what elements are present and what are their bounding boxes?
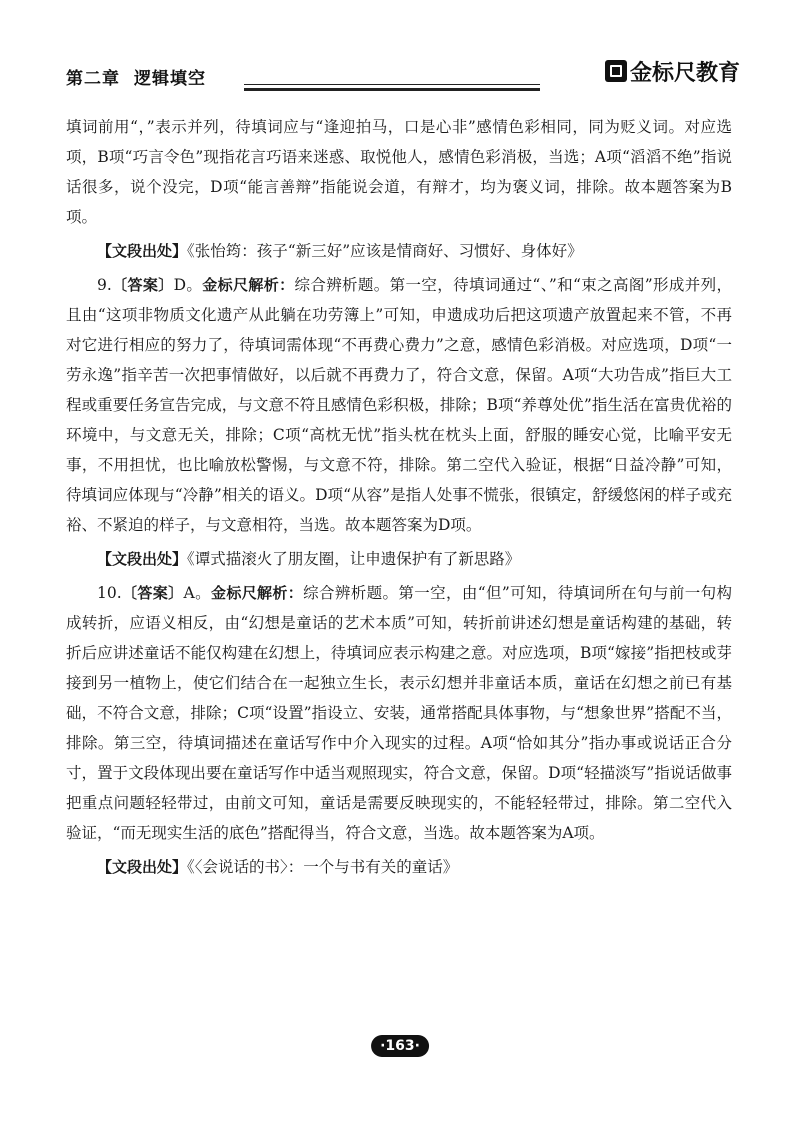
brand — [605, 58, 740, 84]
brand-logo-icon — [605, 60, 627, 82]
chapter-heading — [66, 64, 220, 89]
analysis-label: 金标尺解析： — [210, 584, 304, 602]
paragraph-text: 填词前用“，”表示并列，待填词应与“逢迎拍马，口是心非”感情色彩相同，同为贬义词。对应选项，B项“巧言令色”现指花言巧语来迷惑、取悦他人，感情色彩消极，当选；A项“滔滔不绝”指说话很多，说个没完，D项“能言善辩”指能说会道，有辩才，均为褒义词，排除。故本题答案为B项。 — [66, 118, 732, 226]
source-label: 【文段出处】 — [97, 550, 188, 568]
header-rule — [244, 84, 540, 85]
source-text: 《谭式描滚火了朋友圈，让申遗保护有了新思路》 — [187, 550, 521, 568]
page-number: ·163· — [371, 1035, 429, 1057]
header-rule-thick — [244, 88, 540, 91]
source-label: 【文段出处】 — [97, 858, 188, 876]
source-line — [66, 544, 732, 574]
page-content — [66, 112, 732, 886]
section-label: 逻辑填空 — [134, 69, 206, 89]
analysis-label: 金标尺解析： — [202, 276, 295, 294]
source-label: 【文段出处】 — [97, 242, 188, 260]
answer-value: A。 — [183, 584, 211, 602]
question-number: 10. — [97, 584, 122, 602]
analysis-text: 综合辨析题。第一空，待填词通过“、”和“束之高阁”形成并列，且由“这项非物质文化遗产从此躺在功劳簿上”可知，申遗成功后把这项遗产放置起来不管，不再对它进行相应的努力了，待填词需体现“不再费心费力”之意，感情色彩消极。对应选项，D项“一劳永逸”指辛苦一次把事情做好，以后就不再费力了，符合文意，保留。A项“大功告成”指巨大工程或重要任务宣告完成，与文意不符且感情色彩积极，排除；B项“养尊处优”指生活在富贵优裕的环境中，与文意无关，排除；C项“高枕无忧”指头枕在枕头上面，舒服的睡安心觉，比喻平安无事，不用担忧，也比喻放松警惕，与文意不符，排除。第二空代入验证，根据“日益冷静”可知，待填词应体现与“冷静”相关的语义。D项“从容”是指人处事不慌张，很镇定，舒缓悠闲的样子或充裕、不紧迫的样子，与文意相符，当选。故本题答案为D项。 — [66, 276, 732, 534]
source-text: 《〈会说话的书〉：一个与书有关的童话》 — [187, 858, 459, 876]
brand-name: 金标尺教育 — [629, 60, 740, 86]
source-line — [66, 236, 732, 266]
answer-value: D。 — [173, 276, 203, 294]
question-number: 9. — [97, 276, 112, 294]
answer-label: 〔答案〕 — [121, 584, 184, 602]
page-header — [66, 50, 740, 90]
analysis-text: 综合辨析题。第一空，由“但”可知，待填词所在句与前一句构成转折，应语义相反，由“幻想是童话的艺术本质”可知，转折前讲述幻想是童话构建的基础，转折后应讲述童话不能仅构建在幻想上，待填词应表示构建之意。对应选项，B项“嫁接”指把枝或芽接到另一植物上，使它们结合在一起独立生长，表示幻想并非童话本质，童话在幻想之前已有基础，不符合文意，排除；C项“设置”指设立、安装，通常搭配具体事物，与“想象世界”搭配不当，排除。第三空，待填词描述在童话写作中介入现实的过程。A项“恰如其分”指办事或说话正合分寸，置于文段体现出要在童话写作中适当观照现实，符合文意，保留。D项“轻描淡写”指说话做事把重点问题轻轻带过，由前文可知，童话是需要反映现实的，不能轻轻带过，排除。第二空代入验证，“而无现实生活的底色”搭配得当，符合文意，当选。故本题答案为A项。 — [66, 584, 732, 842]
answer-paragraph-9 — [66, 270, 732, 540]
paragraph-continuation — [66, 112, 732, 232]
answer-paragraph-10 — [66, 578, 732, 848]
source-text: 《张怡筠：孩子“新三好”应该是情商好、习惯好、身体好》 — [187, 242, 583, 260]
source-line — [66, 852, 732, 882]
answer-label: 〔答案〕 — [111, 276, 174, 294]
chapter-label: 第二章 — [66, 69, 120, 89]
